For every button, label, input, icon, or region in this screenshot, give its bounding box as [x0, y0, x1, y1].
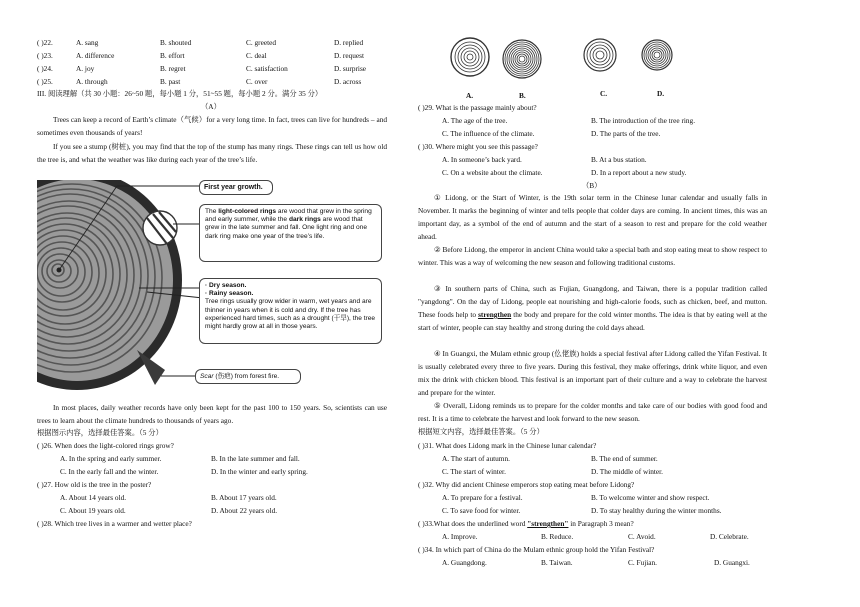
light-rings-term: light-colored rings — [218, 208, 277, 215]
strengthen-word: strengthen — [478, 310, 512, 319]
q28-stem: ( )28. Which tree lives in a warmer and wetter place? — [37, 519, 192, 528]
q33-opt-b[interactable]: B. Reduce. — [541, 532, 574, 541]
ring-label-a: A. — [466, 91, 474, 100]
box1-text-pre: The — [205, 208, 219, 215]
q24-a[interactable]: A. joy — [76, 64, 95, 73]
scar-label-box — [195, 369, 301, 384]
q34-opt-c[interactable]: C. Fujian. — [628, 558, 657, 567]
ring-option-b-icon — [503, 40, 541, 78]
q25-num[interactable]: ( )25. — [37, 77, 53, 86]
q33-text-pre: ( )33.What does the underlined word — [418, 519, 528, 528]
q30-stem: ( )30. Where might you see this passage? — [418, 142, 538, 151]
q34-opt-d[interactable]: D. Guangxi. — [714, 558, 750, 567]
q31-opt-c[interactable]: C. The start of winter. — [442, 467, 506, 476]
q25-c[interactable]: C. over — [246, 77, 268, 86]
scar-term: Scar — [200, 373, 214, 380]
dry-season-label: · Dry season. — [205, 282, 247, 289]
q29-opt-c[interactable]: C. The influence of the climate. — [442, 129, 535, 138]
q27-stem: ( )27. How old is the tree in the poster? — [37, 480, 152, 489]
passage-b-p2: ② Before Lidong, the emperor in ancient China would take a special bath and stop eating meat to show respect to winter. This was a way of welcoming the new season and following traditional customs. — [418, 245, 767, 267]
q23-num[interactable]: ( )23. — [37, 51, 53, 60]
q27-opt-d[interactable]: D. About 22 years old. — [211, 506, 278, 515]
tree-ring-options-image — [450, 35, 690, 100]
q23-c[interactable]: C. deal — [246, 51, 267, 60]
ring-option-c-icon — [584, 39, 616, 71]
passage-b-p3 — [418, 282, 767, 334]
q29-opt-d[interactable]: D. The parts of the tree. — [591, 129, 661, 138]
q30-opt-c[interactable]: C. On a website about the climate. — [442, 168, 543, 177]
q30-opt-d[interactable]: D. In a report about a new study. — [591, 168, 687, 177]
q27-opt-b[interactable]: B. About 17 years old. — [211, 493, 277, 502]
section-title: III. 阅读理解（共 30 小题：26~50 题，每小题 1 分，51~55 题，每小题 2 分。满分 35 分） — [37, 89, 323, 98]
q26-opt-a[interactable]: A. In the spring and early summer. — [60, 454, 162, 463]
q27-opt-a[interactable]: A. About 14 years old. — [60, 493, 127, 502]
q31-stem: ( )31. What does Lidong mark in the Chinese lunar calendar? — [418, 441, 597, 450]
q31-opt-a[interactable]: A. The start of autumn. — [442, 454, 510, 463]
q34-opt-a[interactable]: A. Guangdong. — [442, 558, 487, 567]
q31-opt-d[interactable]: D. The middle of winter. — [591, 467, 664, 476]
first-year-label: First year growth. — [199, 180, 273, 195]
q23-b[interactable]: B. effort — [160, 51, 185, 60]
q32-opt-a[interactable]: A. To prepare for a festival. — [442, 493, 523, 502]
q29-opt-a[interactable]: A. The age of the tree. — [442, 116, 508, 125]
ring-option-d-icon — [642, 40, 672, 70]
part-a-heading: （A） — [201, 102, 221, 111]
light-dark-rings-box — [199, 204, 382, 262]
q32-stem: ( )32. Why did ancient Chinese emperors stop eating meat before Lidong? — [418, 480, 635, 489]
q26-stem: ( )26. When does the light-colored rings grow? — [37, 441, 174, 450]
passage-a-p1: Trees can keep a record of Earth’s climate（气候）for a very long time. In fact, trees can live for hundreds – and sometimes even thousands of years! — [37, 115, 387, 137]
rainy-season-label: · Rainy season. — [205, 290, 254, 298]
q24-num[interactable]: ( )24. — [37, 64, 53, 73]
instruction-b: 根据短文内容，选择最佳答案。（5 分） — [418, 427, 544, 436]
box1-text-post: are wood that grew in the late summer and fall. One light ring and one dark ring make one year of the tree’s life. — [205, 216, 368, 240]
ring-option-a-icon — [451, 38, 489, 76]
q24-b[interactable]: B. regret — [160, 64, 186, 73]
growth-text: Tree rings usually grow wider in warm, wet years and are thinner in years when it is cold and dry. If the tree has experienced hard times, such as a drought (干旱), the tree might hardly grow at all in those years. — [205, 298, 376, 331]
instruction-a: 根据图示内容，选择最佳答案。（5 分） — [37, 428, 163, 437]
box1-text-mid: are wood that grew in the spring and early summer, while the — [205, 208, 372, 224]
q27-opt-c[interactable]: C. About 19 years old. — [60, 506, 126, 515]
b3-text-pre: ③ In southern parts of China, such as Fujian, Guangdong, and Taiwan, there is a popular tradition called "yangdong". On the day of Lidong, people eat nourishing and high-calorie foods, such as chicken, beef, and mutton. These foods help to — [418, 284, 767, 319]
q33-text-post: in Paragraph 3 mean? — [568, 519, 634, 528]
ring-label-c: C. — [600, 89, 608, 98]
tree-ring-diagram — [37, 180, 387, 395]
passage-b-p5: ⑤ Overall, Lidong reminds us to prepare for the colder months and take care of our bodies with good food and rest. It is a time to celebrate the harvest and look forward to the new season. — [418, 401, 767, 423]
passage-a-p3: In most places, daily weather records have only been kept for the past 100 to 150 years. So, scientists can use trees to learn about the climate hundreds to thousands of years ago. — [37, 403, 387, 425]
ring-label-d: D. — [657, 89, 665, 98]
q34-stem: ( )34. In which part of China do the Mulam ethnic group hold the Yifan Festival? — [418, 545, 655, 554]
q33-opt-d[interactable]: D. Celebrate. — [710, 532, 749, 541]
q26-opt-c[interactable]: C. In the early fall and the winter. — [60, 467, 159, 476]
q25-d[interactable]: D. across — [334, 77, 362, 86]
q22-a[interactable]: A. sang — [76, 38, 99, 47]
q32-opt-b[interactable]: B. To welcome winter and show respect. — [591, 493, 710, 502]
q32-opt-d[interactable]: D. To stay healthy during the winter months. — [591, 506, 722, 515]
q34-opt-b[interactable]: B. Taiwan. — [541, 558, 573, 567]
scar-rest: (伤疤) from forest fire. — [213, 373, 280, 380]
part-b-heading: （B） — [582, 181, 602, 190]
q33-word: "strengthen" — [527, 519, 569, 528]
q29-stem: ( )29. What is the passage mainly about? — [418, 103, 537, 112]
q33-opt-c[interactable]: C. Avoid. — [628, 532, 656, 541]
q24-c[interactable]: C. satisfaction — [246, 64, 288, 73]
passage-b-p4: ④ In Guangxi, the Mulam ethnic group (仫佬族) holds a special festival after Lidong called the Yifan Festival. It is usually celebrated every three to five years. During this festival, they make offerings, drink white liquor, and even mix the drink with chicken blood. This festival is an important part of their culture and a way to celebrate the harvest and prepare for the winter. — [418, 349, 767, 397]
q30-opt-a[interactable]: A. In someone’s back yard. — [442, 155, 522, 164]
q26-opt-b[interactable]: B. In the late summer and fall. — [211, 454, 300, 463]
q32-opt-c[interactable]: C. To save food for winter. — [442, 506, 521, 515]
q25-b[interactable]: B. past — [160, 77, 181, 86]
ring-label-b: B. — [519, 91, 526, 100]
q24-d[interactable]: D. surprise — [334, 64, 367, 73]
b3-text-post: the body and prepare for the cold winter months. The idea is that by eating well at the start of winter, people can stay healthy and strong during the cold days ahead. — [418, 310, 767, 332]
q31-opt-b[interactable]: B. The end of summer. — [591, 454, 658, 463]
q22-num[interactable]: ( )22. — [37, 38, 53, 47]
q23-a[interactable]: A. difference — [76, 51, 115, 60]
q22-c[interactable]: C. greeted — [246, 38, 276, 47]
q22-b[interactable]: B. shouted — [160, 38, 192, 47]
q33-opt-a[interactable]: A. Improve. — [442, 532, 478, 541]
q23-d[interactable]: D. request — [334, 51, 364, 60]
q25-a[interactable]: A. through — [76, 77, 108, 86]
passage-a-p2: If you see a stump (树桩), you may find that the top of the stump has many rings. These rings can tell us how old the tree is, and what the weather was like during each year of the tree’s life. — [37, 142, 387, 164]
passage-b-p1: ① Lidong, or the Start of Winter, is the 19th solar term in the Chinese lunar calendar and usually falls in November. It marks the beginning of winter and tells people that colder days are coming. In ancient times, this was an important day, as a symbol of the end of autumn and the start of a season to rest and prepare for the cold weather ahead. — [418, 193, 767, 241]
q29-opt-b[interactable]: B. The introduction of the tree ring. — [591, 116, 696, 125]
q26-opt-d[interactable]: D. In the winter and early spring. — [211, 467, 308, 476]
season-growth-box — [199, 278, 382, 344]
q33-stem — [418, 520, 634, 527]
dark-rings-term: dark rings — [288, 216, 321, 224]
q30-opt-b[interactable]: B. At a bus station. — [591, 155, 647, 164]
q22-d[interactable]: D. replied — [334, 38, 364, 47]
